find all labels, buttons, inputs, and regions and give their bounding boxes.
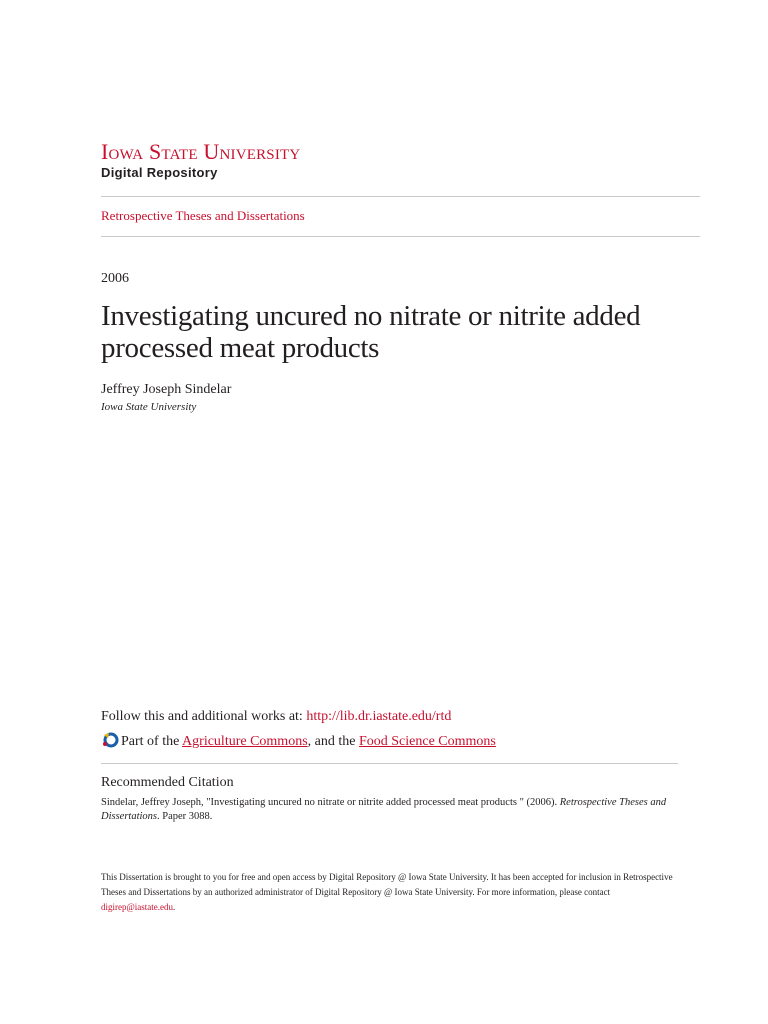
and-the-text: , and the: [307, 734, 359, 749]
digital-repository-label: Digital Repository: [101, 165, 218, 180]
part-of-text: Part of the: [121, 734, 183, 749]
follow-prefix: Follow this and additional works at:: [101, 709, 307, 724]
notice-text: This Dissertation is brought to you for free and open access by Digital Repository @ Iowa State University. It has been accepted for inclusion in Retrospective Theses and Dissertations by an authorized administrator of Digital Repository @ Iowa State University. For more information, please contact: [101, 872, 673, 897]
repository-url-link[interactable]: http://lib.dr.iastate.edu/rtd: [306, 709, 452, 724]
author-name: Jeffrey Joseph Sindelar: [101, 382, 232, 397]
citation-heading: Recommended Citation: [101, 775, 234, 790]
notice-end: .: [173, 902, 176, 912]
citation-paper: . Paper 3088.: [157, 811, 213, 822]
citation-body: Sindelar, Jeffrey Joseph, "Investigating uncured no nitrate or nitrite added processed meat products " (2006).: [101, 797, 560, 808]
author-affiliation: Iowa State University: [101, 401, 197, 413]
publication-year: 2006: [101, 271, 129, 286]
divider-top: [101, 196, 700, 197]
divider-citation: [101, 763, 678, 764]
contact-email-link[interactable]: digirep@iastate.edu: [101, 902, 174, 912]
food-science-commons-link[interactable]: Food Science Commons: [358, 734, 496, 749]
agriculture-commons-link[interactable]: Agriculture Commons: [182, 734, 308, 749]
bepress-commons-icon: [101, 731, 119, 748]
university-logo-name: Iowa State University: [101, 139, 301, 164]
citation-text: [101, 796, 671, 824]
divider-series: [101, 236, 700, 237]
citation-series: Retrospective Theses and Dissertations: [101, 797, 667, 822]
series-link[interactable]: Retrospective Theses and Dissertations: [101, 208, 305, 223]
commons-line: [101, 731, 496, 751]
follow-line: [101, 708, 451, 726]
access-notice: [101, 870, 681, 915]
document-title: Investigating uncured no nitrate or nitrite added processed meat products: [101, 300, 641, 364]
